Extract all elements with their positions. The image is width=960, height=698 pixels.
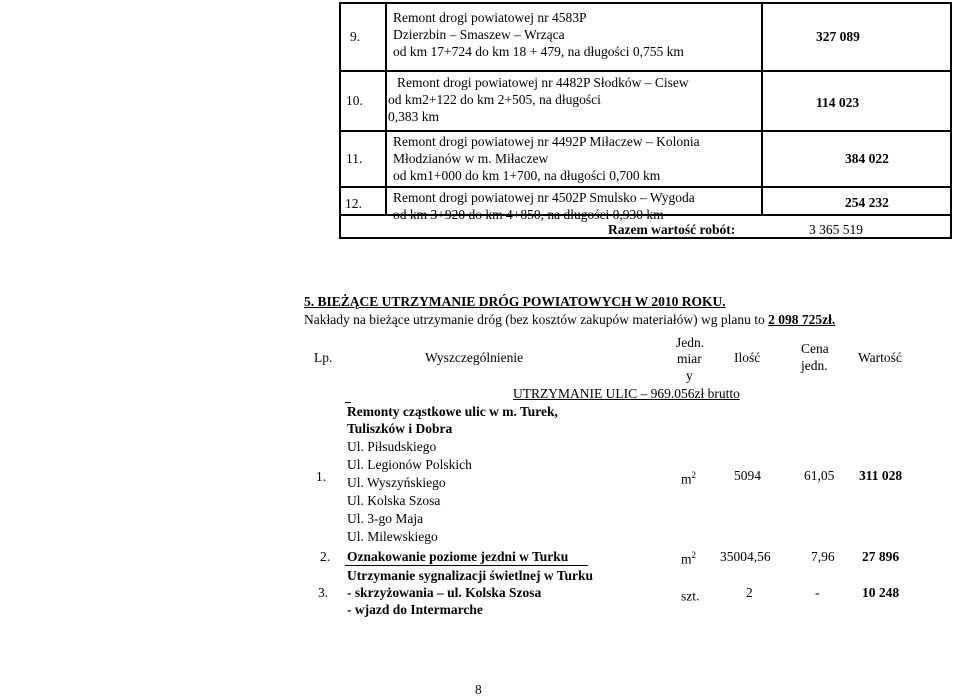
total-value: 3 365 519 bbox=[809, 222, 863, 237]
row-title: Tuliszków i Dobra bbox=[347, 421, 453, 436]
subheader: UTRZYMANIE ULIC – 969.056zł brutto bbox=[513, 386, 740, 401]
row-price: 7,96 bbox=[811, 549, 835, 564]
row-qty: 2 bbox=[746, 585, 753, 600]
header-unit: Jedn. bbox=[676, 335, 705, 350]
row-desc-line: Remont drogi powiatowej nr 4502P Smulsko – Wygoda bbox=[393, 190, 695, 205]
row-value: 384 022 bbox=[845, 151, 889, 166]
header-unit: y bbox=[686, 368, 693, 383]
row-lp: 3. bbox=[318, 585, 329, 600]
row-title: Oznakowanie poziome jezdni w Turku bbox=[347, 549, 569, 564]
unit-sup: 2 bbox=[691, 470, 697, 480]
row-value: 10 248 bbox=[862, 585, 900, 600]
row-value: 311 028 bbox=[859, 468, 903, 483]
row-title: - wjazd do Intermarche bbox=[347, 602, 483, 617]
row-desc-line: od km 17+724 do km 18 + 479, na długości 0,755 km bbox=[393, 44, 684, 59]
unit-text: m bbox=[681, 471, 692, 487]
unit-text: szt. bbox=[681, 588, 700, 604]
street-item: Ul. Kolska Szosa bbox=[347, 493, 441, 508]
street-item: Ul. Milewskiego bbox=[347, 529, 438, 544]
section-heading: 5. BIEŻĄCE UTRZYMANIE DRÓG POWIATOWYCH W 2010 ROKU. bbox=[304, 294, 726, 309]
row-desc-line: od km2+122 do km 2+505, na długości bbox=[388, 92, 601, 107]
row-desc-line: Remont drogi powiatowej nr 4482P Słodków – Cisew bbox=[397, 75, 689, 90]
row-qty: 5094 bbox=[734, 468, 761, 483]
header-lp: Lp. bbox=[314, 350, 333, 365]
header-value: Wartość bbox=[858, 350, 902, 365]
unit-sup: 2 bbox=[691, 550, 697, 560]
row-lp: 10. bbox=[346, 93, 363, 108]
row-desc-line: od km 3+920 do km 4+850, na długości 0,930 km bbox=[393, 207, 664, 222]
header-desc: Wyszczególnienie bbox=[425, 350, 524, 365]
row-desc-line: 0,383 km bbox=[388, 109, 440, 124]
header-qty: Ilość bbox=[734, 350, 761, 365]
row-lp: 12. bbox=[345, 196, 362, 211]
row-lp: 11. bbox=[346, 151, 363, 166]
intro-text: Nakłady na bieżące utrzymanie dróg (bez kosztów zakupów materiałów) wg planu to bbox=[304, 312, 765, 327]
row-lp: 2. bbox=[320, 549, 331, 564]
row-desc-line: Dzierzbin – Smaszew – Wrząca bbox=[393, 27, 565, 42]
street-item: Ul. Wyszyńskiego bbox=[347, 475, 446, 490]
section-intro bbox=[304, 311, 835, 328]
row-desc-line: Remont drogi powiatowej nr 4583P bbox=[393, 10, 587, 25]
row-value: 27 896 bbox=[862, 549, 900, 564]
row-price: - bbox=[815, 585, 820, 600]
total-label: Razem wartość robót: bbox=[608, 222, 736, 237]
header-price: Cena bbox=[801, 341, 829, 356]
row-title: - skrzyżowania – ul. Kolska Szosa bbox=[347, 585, 542, 600]
row-unit bbox=[681, 584, 699, 605]
row-lp: 1. bbox=[316, 469, 327, 484]
street-item: Ul. Piłsudskiego bbox=[347, 439, 437, 454]
header-price: jedn. bbox=[801, 358, 828, 373]
row-unit bbox=[681, 547, 696, 568]
row-lp: 9. bbox=[350, 29, 361, 44]
header-unit: miar bbox=[677, 351, 702, 366]
row-desc-line: od km1+000 do km 1+700, na długości 0,700 km bbox=[393, 168, 661, 183]
row-title: Utrzymanie sygnalizacji świetlnej w Turku bbox=[347, 568, 593, 583]
row-value: 114 023 bbox=[816, 95, 860, 110]
street-item: Ul. Legionów Polskich bbox=[347, 457, 472, 472]
row-desc-line: Remont drogi powiatowej nr 4492P Miłaczew – Kolonia bbox=[393, 134, 700, 149]
unit-text: m bbox=[681, 551, 692, 567]
row-value: 254 232 bbox=[845, 195, 889, 210]
row-qty: 35004,56 bbox=[720, 549, 771, 564]
street-item: Ul. 3-go Maja bbox=[347, 511, 424, 526]
row-title: Remonty cząstkowe ulic w m. Turek, bbox=[347, 404, 558, 419]
row-desc-line: Młodzianów w m. Miłaczew bbox=[393, 151, 549, 166]
row-value: 327 089 bbox=[816, 29, 860, 44]
page-number: 8 bbox=[475, 682, 482, 697]
row-unit bbox=[681, 467, 696, 488]
row-price: 61,05 bbox=[804, 468, 835, 483]
intro-amount: 2 098 725zł. bbox=[768, 312, 836, 327]
